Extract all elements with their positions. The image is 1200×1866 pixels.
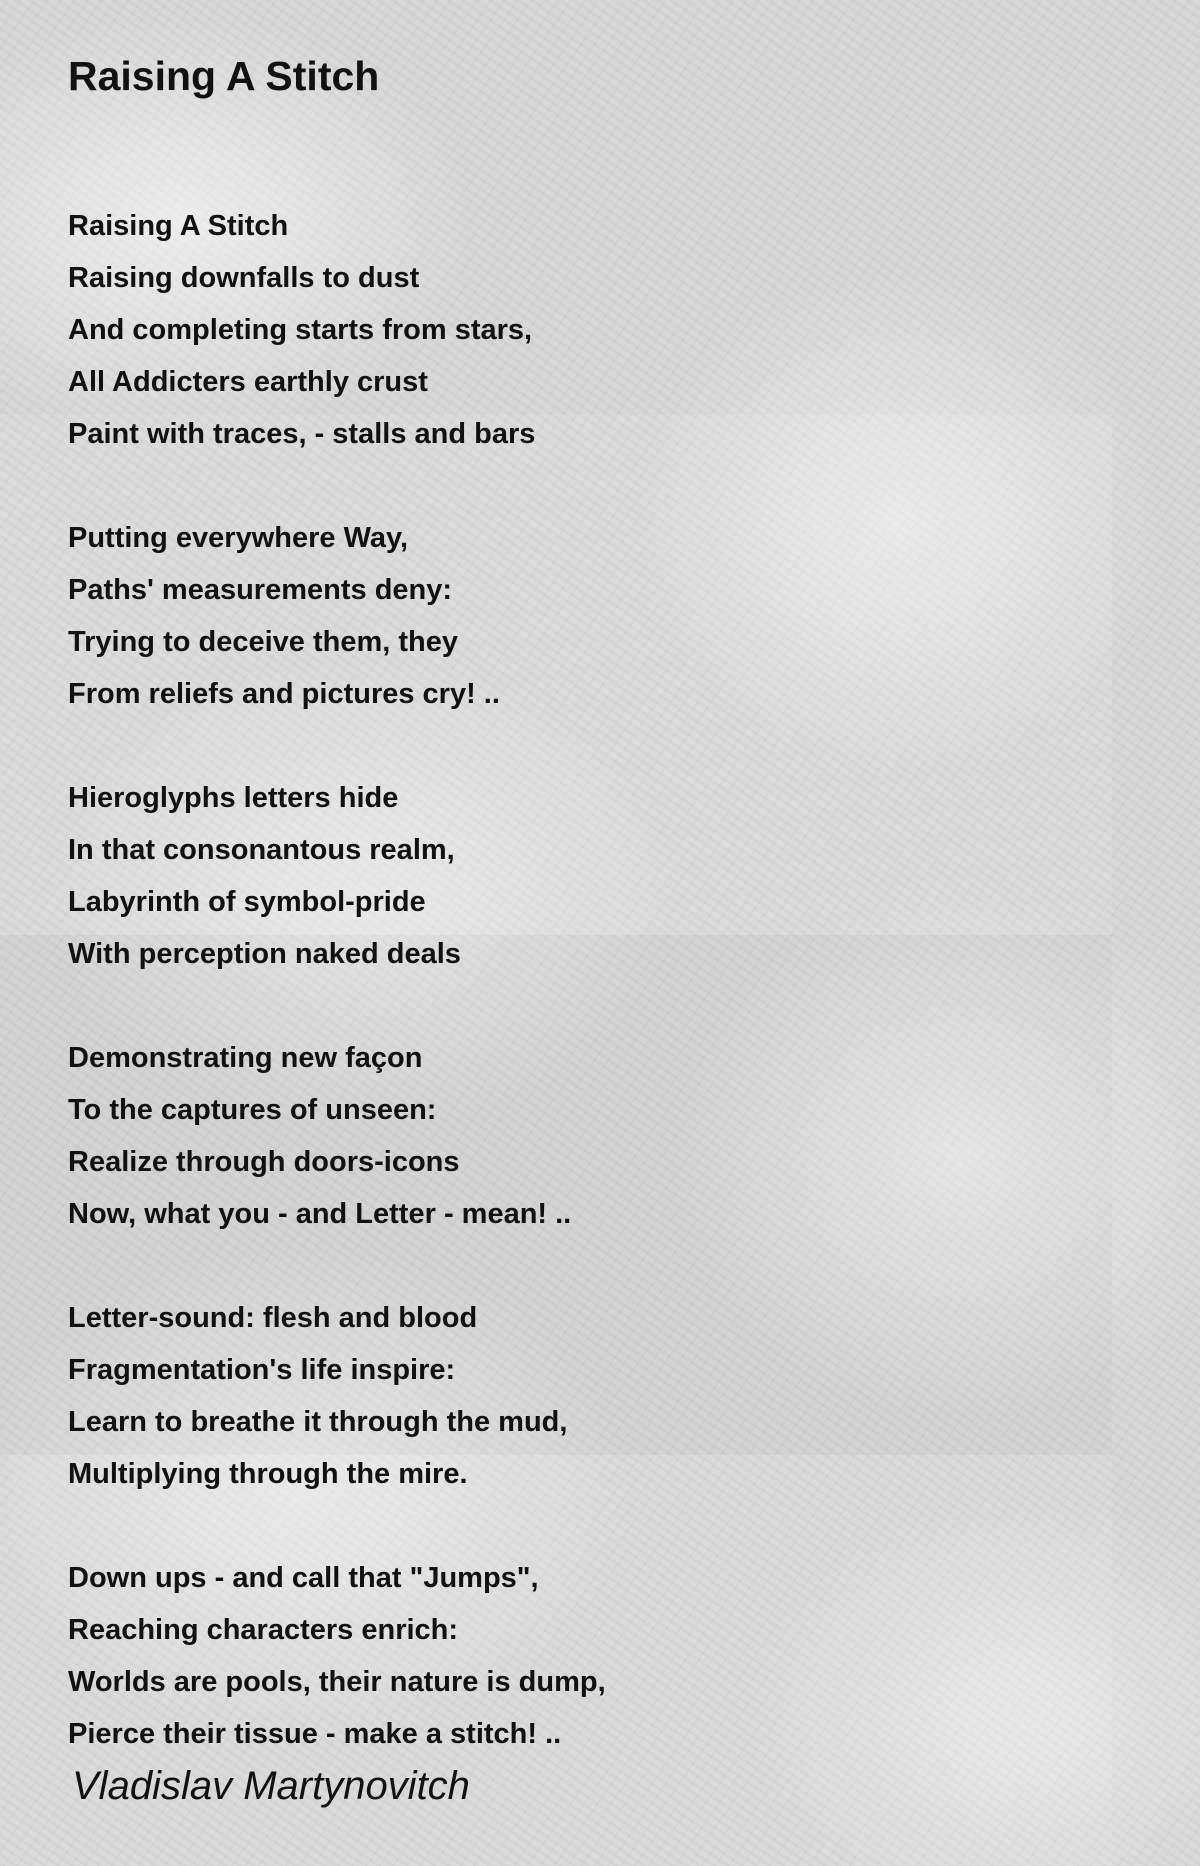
poem-line: All Addicters earthly crust: [68, 366, 428, 398]
poem-line: Hieroglyphs letters hide: [68, 782, 399, 814]
poem-page: [68, 0, 1128, 1812]
poem-line: In that consonantous realm,: [68, 834, 455, 866]
poem-line: Raising A Stitch: [68, 210, 289, 242]
poem-body: [68, 200, 1128, 1760]
poem-line: Reaching characters enrich:: [68, 1614, 459, 1646]
stanza-2: [68, 512, 1128, 720]
poem-line: Demonstrating new façon: [68, 1042, 423, 1074]
poem-line: Letter-sound: flesh and blood: [68, 1302, 478, 1334]
poem-line: Paint with traces, - stalls and bars: [68, 418, 536, 450]
poem-line: Multiplying through the mire.: [68, 1458, 468, 1490]
stanza-1: [68, 200, 1128, 460]
poem-line: And completing starts from stars,: [68, 314, 533, 346]
poem-line: Worlds are pools, their nature is dump,: [68, 1666, 606, 1698]
poem-line: Down ups - and call that "Jumps",: [68, 1562, 539, 1594]
poem-line: Putting everywhere Way,: [68, 522, 409, 554]
poem-line: Learn to breathe it through the mud,: [68, 1406, 568, 1438]
stanza-6: [68, 1552, 1128, 1760]
poem-line: Realize through doors-icons: [68, 1146, 460, 1178]
poem-title: Raising A Stitch: [68, 53, 380, 99]
poem-line: To the captures of unseen:: [68, 1094, 437, 1126]
poem-line: With perception naked deals: [68, 938, 461, 970]
stanza-5: [68, 1292, 1128, 1500]
poem-line: Paths' measurements deny:: [68, 574, 453, 606]
poem-line: Now, what you - and Letter - mean! ..: [68, 1198, 572, 1230]
poem-line: Pierce their tissue - make a stitch! ..: [68, 1718, 562, 1750]
poem-line: Raising downfalls to dust: [68, 262, 420, 294]
poem-author: Vladislav Martynovitch: [72, 1764, 470, 1808]
poem-line: From reliefs and pictures cry! ..: [68, 678, 500, 710]
poem-line: Fragmentation's life inspire:: [68, 1354, 456, 1386]
stanza-3: [68, 772, 1128, 980]
stanza-4: [68, 1032, 1128, 1240]
poem-line: Trying to deceive them, they: [68, 626, 458, 658]
poem-line: Labyrinth of symbol-pride: [68, 886, 426, 918]
